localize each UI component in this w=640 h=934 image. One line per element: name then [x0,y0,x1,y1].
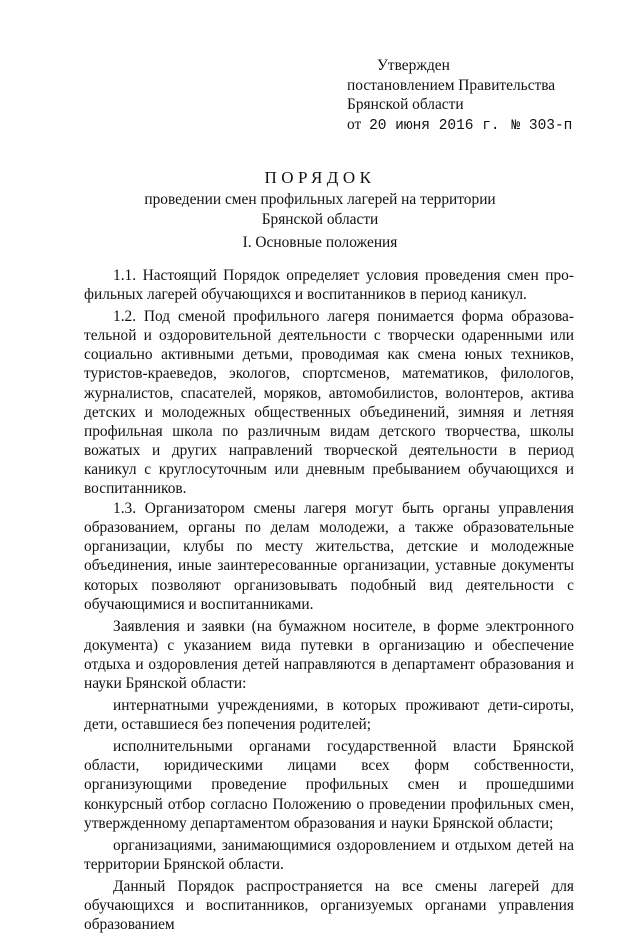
approval-line-1: Утвержден [377,57,450,74]
document-title: ПОРЯДОК [264,168,376,187]
document-subtitle-line-2: Брянской области [261,211,379,228]
paragraph-boarding-institutions: интернатными учреждениями, в которых проживают дети-сироты, дети, оставшиеся без попечения родителей; [84,697,574,734]
paragraph-1-3: 1.3. Организатором смены лагеря могут быть органы управления образованием, органы по делам молодежи, а также образовательные организации, клубы по месту жительства, детские и молодежные объединения, иные заинтересованные организации, уставные документы которых позволяют организовывать подобный вид деятельности с обучающимися и воспитанниками. [84,500,574,613]
paragraph-organizations: организациями, занимающимися оздоровлением и отдыхом детей на территории Брянской области. [84,836,574,873]
document-title-block [0,168,640,230]
paragraph-scope: Данный Порядок распространяется на все смены лагерей для обучающихся и воспитанников, организуемых органами управления образованием [84,877,574,934]
document-subtitle-line-1: проведении смен профильных лагерей на территории [144,191,496,208]
section-heading: I. Основные положения [242,234,398,251]
paragraph-executive-bodies: исполнительными органами государственной власти Брянской области, юридическими лицами всех форм собственности, организующими проведение профильных смен и прошедшими конкурсный отбор согласно Положению о проведении профильных смен, утвержденному департаментом образования и науки Брянской области; [84,738,574,832]
approval-date: 20 июня 2016 г. [369,117,500,134]
paragraph-1-2: 1.2. Под сменой профильного лагеря понимается форма образовательной и оздоровительной деятельности с творчески одаренными или социально активными детьми, проводимая как смена юных техников, туристов-краеведов, экологов, спортсменов, математиков, филологов, журналистов, спасателей, моряков, автомобилистов, волонтеров, актива детских и молодежных общественных объединений, зимняя и летняя профильная школа по различным видам детского творчества, школы вожатых и других направлений творческой деятельности в период каникул с круглосуточным или дневным пребыванием обучающихся и воспитанников. [84,308,574,498]
approval-number: № 303-п [511,117,573,134]
approval-stamp [347,56,617,136]
approval-line-2: постановлением Правительства [347,76,556,94]
paragraph-applications: Заявления и заявки (на бумажном носителе, в форме электронного документа) с указанием вида путевки в организацию и обеспечение отдыха и оздоровления детей направляются в департамент образования и науки Брянской области: [84,617,574,692]
paragraph-1-1: 1.1. Настоящий Порядок определяет условия проведения смен профильных лагерей обучающихся и воспитанников в период каникул. [84,267,574,304]
approval-line-4 [347,115,617,137]
approval-date-prefix: от [347,115,362,133]
approval-line-3: Брянской области [347,96,464,113]
document-body [84,266,574,934]
